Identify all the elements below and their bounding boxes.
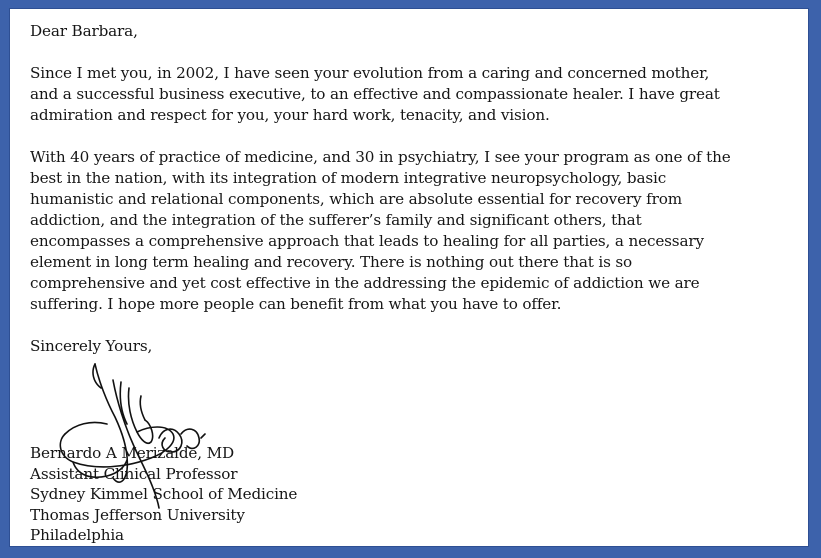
paragraph-line: element in long term healing and recovery. There is nothing out there that is so <box>30 253 633 271</box>
salutation: Dear Barbara, <box>30 22 138 40</box>
paragraph-line: humanistic and relational components, which are absolute essential for recovery from <box>30 190 682 208</box>
paragraph-line: With 40 years of practice of medicine, and 30 in psychiatry, I see your program as one of the <box>30 148 731 166</box>
paragraph-line: and a successful business executive, to an effective and compassionate healer. I have great <box>30 85 720 103</box>
signature-block <box>30 443 297 546</box>
letter-body <box>30 21 805 357</box>
paragraph-line: addiction, and the integration of the sufferer’s family and significant others, that <box>30 211 642 229</box>
signer-school: Sydney Kimmel School of Medicine <box>30 485 298 503</box>
paragraph-2 <box>30 147 805 315</box>
paragraph-line: Since I met you, in 2002, I have seen your evolution from a caring and concerned mother, <box>30 64 710 82</box>
signer-title: Assistant Clinical Professor <box>30 464 238 483</box>
paragraph-line: comprehensive and yet cost effective in the addressing the epidemic of addiction we are <box>30 274 700 292</box>
paragraph-line: suffering. I hope more people can benefit from what you have to offer. <box>30 295 562 313</box>
closing: Sincerely Yours, <box>30 337 153 355</box>
signer-name: Bernardo A Merizalde, MD <box>30 444 235 462</box>
signer-city: Philadelphia <box>30 526 124 544</box>
letter-paper <box>10 9 808 546</box>
signer-university: Thomas Jefferson University <box>30 505 245 524</box>
paragraph-1 <box>30 63 805 126</box>
paragraph-line: encompasses a comprehensive approach that leads to healing for all parties, a necessary <box>30 232 704 250</box>
paragraph-line: best in the nation, with its integration of modern integrative neuropsychology, basic <box>30 169 667 187</box>
paragraph-line: admiration and respect for you, your hard work, tenacity, and vision. <box>30 106 550 124</box>
